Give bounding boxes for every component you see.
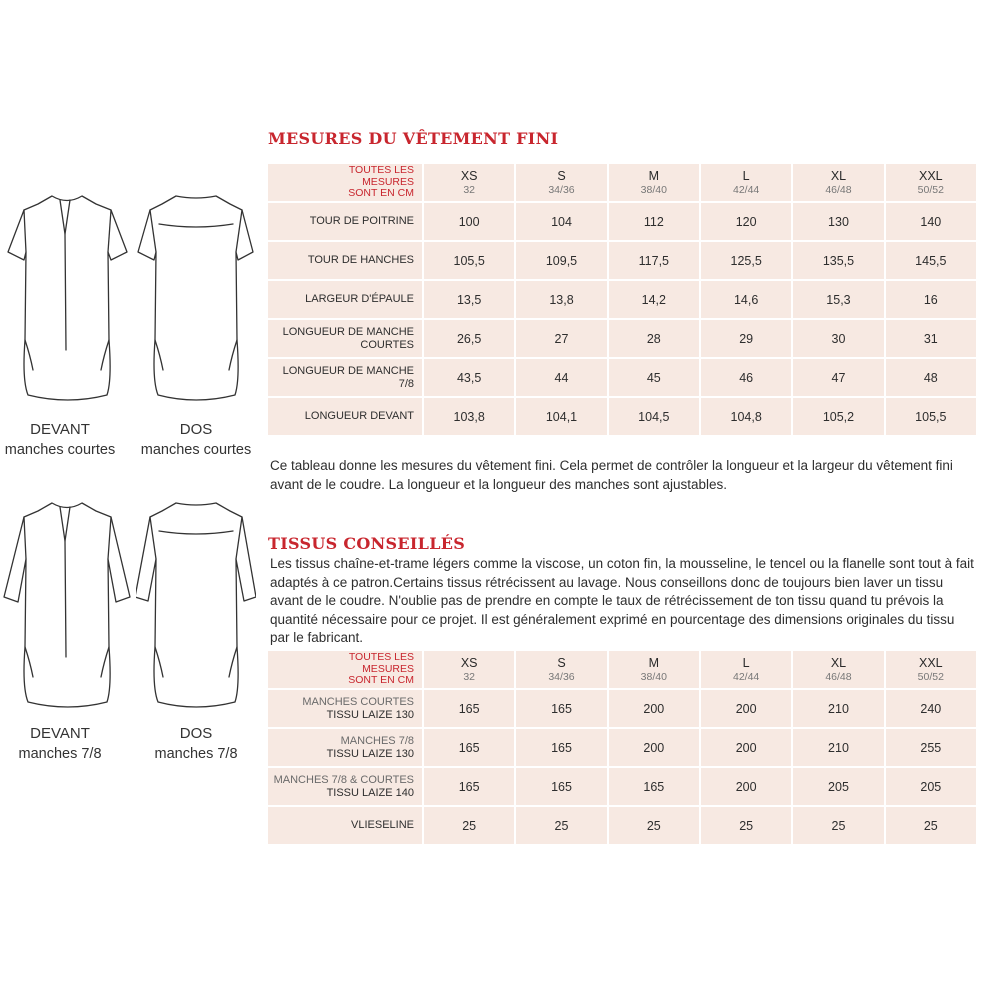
table-cell: 104,8 [701,398,791,435]
table-cell: 200 [701,690,791,727]
table-cell: 14,2 [609,281,699,318]
table-row [268,768,976,805]
units-note-line: TOUTES LES [348,651,414,664]
row-label-main: TISSU LAIZE 130 [326,708,414,721]
table-cell: 125,5 [701,242,791,279]
size-header-m [609,164,699,201]
size-name: S [557,655,566,670]
size-eu: 42/44 [733,183,760,196]
size-header-l [701,164,791,201]
table-cell: 205 [793,768,883,805]
size-eu: 42/44 [733,670,760,683]
row-label-line: LARGEUR D'ÉPAULE [305,293,414,305]
table-cell: 210 [793,729,883,766]
table-cell: 130 [793,203,883,240]
table-cell: 165 [424,729,514,766]
size-eu: 46/48 [825,183,852,196]
table-cell: 104 [516,203,606,240]
table-cell: 47 [793,359,883,396]
row-label [268,807,422,844]
garment-caption-back-long [136,724,256,764]
table-cell: 112 [609,203,699,240]
measures-units-note [268,164,422,201]
table-cell: 13,8 [516,281,606,318]
table-cell: 117,5 [609,242,699,279]
row-label [268,242,422,279]
row-label-line: 7/8 [398,377,414,390]
garment-sleeve-label: manches courtes [140,442,252,458]
size-header-xs [424,164,514,201]
table-cell: 48 [886,359,976,396]
table-cell: 28 [609,320,699,357]
size-eu: 46/48 [825,670,852,683]
measures-header-row [268,164,976,201]
table-cell: 14,6 [701,281,791,318]
table-cell: 255 [886,729,976,766]
units-note-line: TOUTES LES [348,164,414,177]
row-label [268,359,422,396]
row-label [268,690,422,727]
fabrics-description: Les tissus chaîne-et-trame légers comme la viscose, un coton fin, la mousseline, le tencel ou la flanelle sont tout à fait adaptés à ce patron.Certains tissus rétrécissent au lavage. Nous conseillons donc de toujours bien laver un tissu avant de le coudre. N'oublie pas de prendre en compte le taux de rétrécissement de ton tissu quand tu prévois la quantité nécessaire pour ce projet. Il est généralement exprimé en pourcentage des dimensions originales du tissu par le fabricant. [270,556,974,645]
size-eu: 50/52 [917,183,944,196]
table-cell: 27 [516,320,606,357]
fabrics-header-row [268,651,976,688]
row-label-line: LONGUEUR DE MANCHE [282,325,414,338]
size-name: XXL [919,655,943,670]
garment-view-label: DOS [179,421,213,438]
table-cell: 105,5 [424,242,514,279]
dress-back-short-sleeve-drawing [136,190,256,412]
table-row [268,729,976,766]
size-eu: 38/40 [640,183,667,196]
table-cell: 135,5 [793,242,883,279]
table-cell: 103,8 [424,398,514,435]
garment-sleeve-label: manches 7/8 [154,746,238,762]
table-row [268,690,976,727]
garment-caption-front-short [0,420,120,460]
size-name: L [742,655,750,670]
garment-view-label: DOS [179,725,213,742]
table-cell: 15,3 [793,281,883,318]
size-name: XL [830,168,847,183]
table-row [268,320,976,357]
table-cell: 104,5 [609,398,699,435]
table-cell: 25 [701,807,791,844]
table-cell: 26,5 [424,320,514,357]
garment-caption-back-short [136,420,256,460]
row-label [268,398,422,435]
garment-sleeve-label: manches courtes [4,442,116,458]
size-name: XS [460,168,478,183]
size-name: L [742,168,750,183]
row-label [268,729,422,766]
row-label-line: LONGUEUR DE MANCHE [282,364,414,377]
table-cell: 120 [701,203,791,240]
size-header-xl [793,651,883,688]
size-header-s [516,164,606,201]
table-cell: 165 [424,690,514,727]
table-cell: 145,5 [886,242,976,279]
size-name: S [557,168,566,183]
fabrics-section-title: TISSUS CONSEILLÉS [268,534,466,553]
size-header-xxl [886,164,976,201]
size-name: XXL [919,168,943,183]
table-cell: 44 [516,359,606,396]
row-label [268,203,422,240]
table-cell: 109,5 [516,242,606,279]
table-cell: 165 [516,768,606,805]
table-cell: 16 [886,281,976,318]
table-row [268,242,976,279]
row-label-main: VLIESELINE [351,819,414,831]
table-cell: 25 [609,807,699,844]
row-label [268,281,422,318]
table-cell: 210 [793,690,883,727]
table-cell: 165 [516,690,606,727]
table-cell: 30 [793,320,883,357]
table-cell: 105,5 [886,398,976,435]
table-cell: 25 [424,807,514,844]
table-cell: 105,2 [793,398,883,435]
table-cell: 29 [701,320,791,357]
row-label-main: TISSU LAIZE 140 [326,786,414,799]
table-cell: 100 [424,203,514,240]
table-row [268,203,976,240]
table-cell: 13,5 [424,281,514,318]
size-name: XS [460,655,478,670]
row-label-line: COURTES [360,338,414,351]
table-cell: 31 [886,320,976,357]
row-label-line: TOUR DE HANCHES [307,254,414,266]
size-eu: 32 [463,183,475,196]
table-cell: 200 [609,729,699,766]
measures-note: Ce tableau donne les mesures du vêtement fini. Cela permet de contrôler la longueur et la largeur du vêtement fini avant de le coudre. La longueur et la longueur des manches sont ajustables. [270,458,953,492]
table-cell: 165 [424,768,514,805]
table-cell: 200 [701,729,791,766]
units-note-line: MESURES [362,175,414,188]
table-cell: 140 [886,203,976,240]
table-cell: 43,5 [424,359,514,396]
table-cell: 104,1 [516,398,606,435]
table-cell: 240 [886,690,976,727]
measures-section-title: MESURES DU VÊTEMENT FINI [268,129,559,148]
size-name: XL [830,655,847,670]
table-row [268,807,976,844]
row-label-sub: MANCHES 7/8 & COURTES [273,773,414,786]
garment-caption-front-long [0,724,120,764]
row-label-line: LONGUEUR DEVANT [304,410,414,422]
units-note-line: SONT EN CM [348,674,414,687]
row-label-line: TOUR DE POITRINE [309,215,414,227]
units-note-line: MESURES [362,662,414,675]
size-name: M [648,168,660,183]
size-header-s [516,651,606,688]
dress-back-long-sleeve-drawing [136,497,256,719]
table-cell: 205 [886,768,976,805]
table-cell: 46 [701,359,791,396]
size-header-m [609,651,699,688]
size-eu: 34/36 [548,670,575,683]
table-row [268,281,976,318]
row-label-sub: MANCHES 7/8 [340,734,414,747]
fabrics-units-note [268,651,422,688]
size-header-l [701,651,791,688]
garment-view-label: DEVANT [30,421,90,438]
size-eu: 50/52 [917,670,944,683]
garment-view-label: DEVANT [30,725,90,742]
row-label [268,768,422,805]
fabrics-table [266,649,978,846]
dress-front-long-sleeve-drawing [0,497,135,719]
table-cell: 200 [609,690,699,727]
table-cell: 200 [701,768,791,805]
size-eu: 32 [463,670,475,683]
table-row [268,398,976,435]
row-label [268,320,422,357]
size-header-xl [793,164,883,201]
table-cell: 25 [793,807,883,844]
size-eu: 34/36 [548,183,575,196]
size-name: M [648,655,660,670]
table-cell: 25 [516,807,606,844]
row-label-main: TISSU LAIZE 130 [326,747,414,760]
size-header-xxl [886,651,976,688]
table-cell: 165 [609,768,699,805]
units-note-line: SONT EN CM [348,187,414,200]
row-label-sub: MANCHES COURTES [302,695,414,708]
measures-table [266,162,978,437]
table-cell: 45 [609,359,699,396]
table-cell: 165 [516,729,606,766]
table-cell: 25 [886,807,976,844]
dress-front-short-sleeve-drawing [0,190,135,412]
size-header-xs [424,651,514,688]
size-eu: 38/40 [640,670,667,683]
table-row [268,359,976,396]
garment-sleeve-label: manches 7/8 [18,746,102,762]
